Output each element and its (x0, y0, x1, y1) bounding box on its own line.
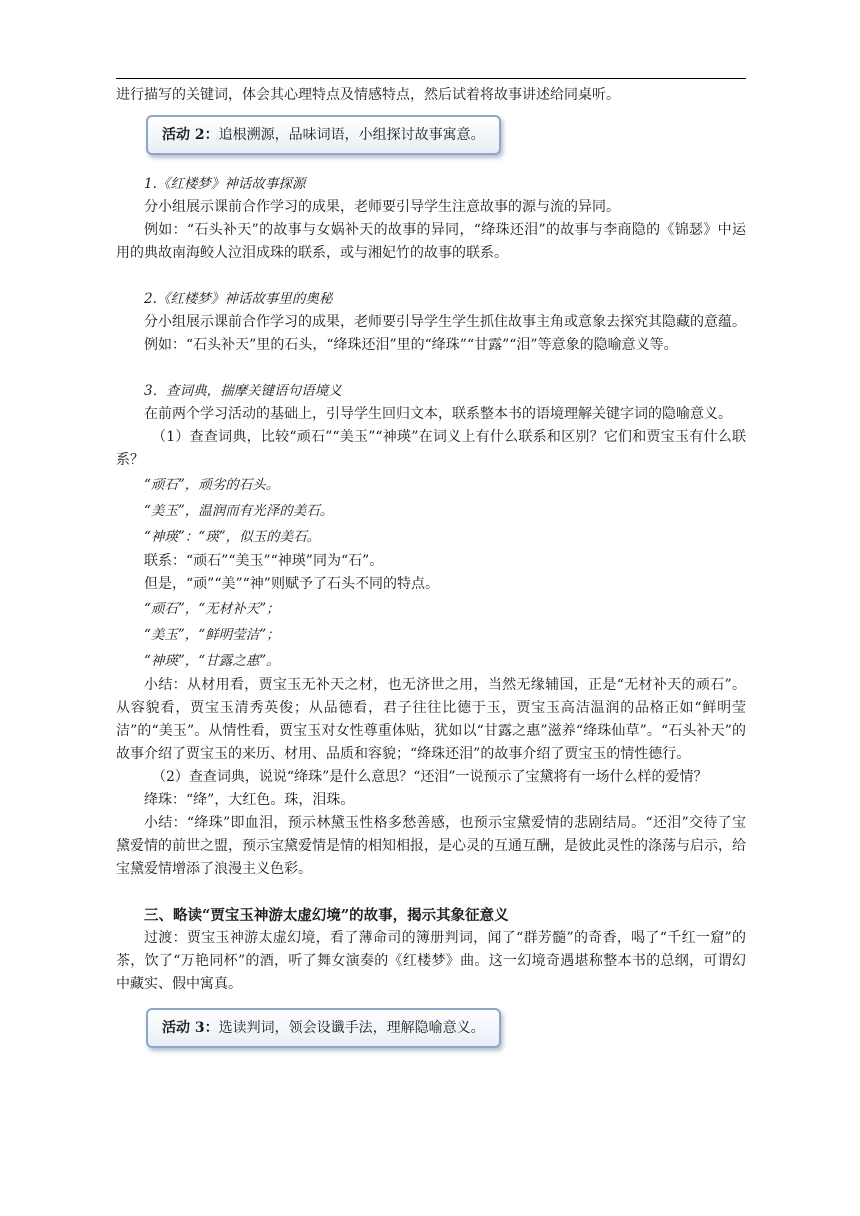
transition-para: 过渡：贾宝玉神游太虚幻境，看了薄命司的簿册判词，闻了“群芳髓”的奇香，喝了“千红一窟”的茶，饮了“万艳同杯”的酒，听了舞女演奏的《红楼梦》曲。这一幻境奇遇堪称整本书的总纲，可谓幻中藏实、假中寓真。 (116, 930, 746, 992)
epithet-shenying: “神瑛”，“甘露之惠”。 (144, 653, 280, 669)
definition-shenying: “神瑛”：“瑛”，似玉的美石。 (144, 529, 321, 545)
section-1-title: 1.《红楼梦》神话故事探源 (144, 176, 306, 192)
question-1: （1）查查词典，比较“顽石”“美玉”“神瑛”在词义上有什么联系和区别？它们和贾宝玉有什么联系？ (116, 429, 746, 468)
link-line-2: 但是，“顽”“美”“神”则赋予了石头不同的特点。 (144, 576, 439, 592)
activity-3-label: 活动 3： (162, 1020, 219, 1036)
summary-1: 小结：从材用看，贾宝玉无补天之材，也无济世之用，当然无缘辅国，正是“无材补天的顽石”。从容貌看，贾宝玉清秀英俊；从品德看，君子往往比德于玉，贾宝玉高洁温润的品格正如“鲜明莹洁”的“美玉”。从情性看，贾宝玉对女性尊重体贴，犹如以“甘露之惠”滋养“绛珠仙草”。“石头补天”的故事介绍了贾宝玉的来历、材用、品质和容貌；“绛珠还泪”的故事介绍了贾宝玉的情性德行。 (116, 677, 746, 762)
activity-2-box (146, 115, 501, 155)
page-content (116, 84, 746, 1048)
section-heading-three: 三、略读“贾宝玉神游太虚幻境”的故事，揭示其象征意义 (144, 907, 509, 924)
definition-meiyu: “美玉”，温润而有光泽的美石。 (144, 503, 334, 519)
activity-3-box (146, 1008, 501, 1048)
epithet-wanshi: “顽石”，“无材补天”； (144, 601, 280, 617)
definition-jiangzhu: 绛珠：“绛”，大红色。珠，泪珠。 (144, 792, 355, 808)
summary-2: 小结：“绛珠”即血泪，预示林黛玉性格多愁善感，也预示宝黛爱情的悲剧结局。“还泪”交待了宝黛爱情的前世之盟，预示宝黛爱情是情的相知相报，是心灵的互通互酬，是彼此灵性的涤荡与启示，给宝黛爱情增添了浪漫主义色彩。 (116, 815, 746, 877)
activity-2-label: 活动 2： (162, 127, 219, 143)
section-2-title: 2.《红楼梦》神话故事里的奥秘 (144, 291, 333, 307)
epithet-meiyu: “美玉”，“鲜明莹洁”； (144, 627, 280, 643)
section-2-para-2: 例如：“石头补天”里的石头，“绛珠还泪”里的“绛珠”“甘露”“泪”等意象的隐喻意义等。 (144, 337, 678, 353)
definition-wanshi: “顽石”，顽劣的石头。 (144, 477, 280, 493)
link-line-1: 联系：“顽石”“美玉”“神瑛”同为“石”。 (144, 553, 384, 569)
header-rule (116, 78, 746, 79)
section-2-para-1: 分小组展示课前合作学习的成果，老师要引导学生学生抓住故事主角或意象去探究其隐藏的意蕴。 (144, 314, 746, 330)
question-2: （2）查查词典，说说“绛珠”是什么意思？“还泪”一说预示了宝黛将有一场什么样的爱情？ (152, 769, 708, 785)
activity-2-text: 追根溯源，品味词语，小组探讨故事寓意。 (218, 127, 485, 143)
intro-line: 进行描写的关键词，体会其心理特点及情感特点，然后试着将故事讲述给同桌听。 (116, 87, 620, 103)
section-3-para-1: 在前两个学习活动的基础上，引导学生回归文本，联系整本书的语境理解关键字词的隐喻意义。 (144, 406, 732, 422)
section-1-para-1: 分小组展示课前合作学习的成果，老师要引导学生注意故事的源与流的异同。 (144, 199, 620, 215)
section-1-para-2: 例如：“石头补天”的故事与女娲补天的故事的异同，“绛珠还泪”的故事与李商隐的《锦瑟》中运用的典故南海鲛人泣泪成珠的联系，或与湘妃竹的故事的联系。 (116, 222, 746, 261)
activity-3-text: 选读判词，领会设谶手法，理解隐喻意义。 (218, 1020, 485, 1036)
section-3-title: 3．查词典，揣摩关键语句语境义 (144, 383, 342, 399)
